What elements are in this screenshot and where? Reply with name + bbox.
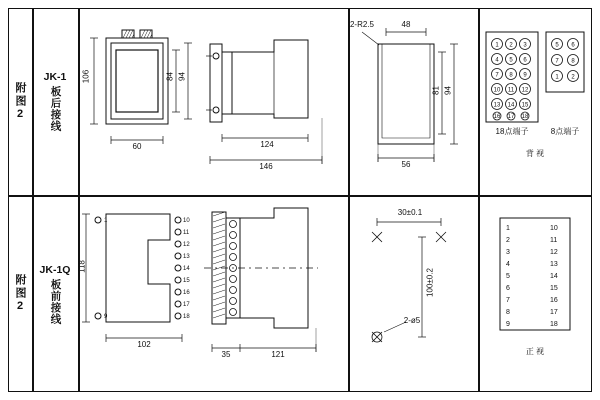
svg-text:10: 10 bbox=[183, 218, 190, 224]
svg-text:1: 1 bbox=[495, 42, 499, 49]
row2-model-cell bbox=[32, 196, 78, 392]
row1-dim-84: 84 bbox=[165, 72, 175, 81]
svg-text:11: 11 bbox=[507, 87, 515, 94]
svg-text:6: 6 bbox=[523, 57, 527, 64]
svg-text:3: 3 bbox=[523, 42, 527, 49]
row2-dim-121: 121 bbox=[271, 350, 285, 359]
svg-text:4: 4 bbox=[506, 261, 510, 268]
svg-text:1: 1 bbox=[104, 218, 108, 224]
svg-text:12: 12 bbox=[550, 249, 558, 256]
row1-cutout-drawing bbox=[348, 8, 478, 195]
svg-text:18: 18 bbox=[183, 314, 190, 320]
row2-dim-100: 100±0.2 bbox=[425, 268, 435, 297]
row1-wiring-label: 板后接线 bbox=[49, 86, 62, 132]
row2-dim-30: 30±0.1 bbox=[397, 208, 423, 217]
svg-text:1: 1 bbox=[506, 225, 510, 232]
svg-text:14: 14 bbox=[507, 102, 515, 109]
row1-dim-94b: 94 bbox=[443, 86, 453, 95]
row1-dim-56: 56 bbox=[401, 160, 411, 169]
svg-text:17: 17 bbox=[550, 309, 558, 316]
svg-text:16: 16 bbox=[493, 114, 501, 120]
row1-left-block-label: 18点端子 bbox=[495, 127, 529, 136]
svg-text:7: 7 bbox=[506, 297, 510, 304]
svg-text:15: 15 bbox=[550, 285, 558, 292]
svg-text:18: 18 bbox=[550, 321, 558, 328]
svg-text:15: 15 bbox=[183, 278, 190, 284]
svg-text:10: 10 bbox=[550, 225, 558, 232]
svg-text:2: 2 bbox=[509, 42, 513, 49]
svg-text:12: 12 bbox=[521, 87, 529, 94]
row1-dim-94: 94 bbox=[177, 72, 187, 81]
svg-text:10: 10 bbox=[493, 87, 501, 94]
svg-text:4: 4 bbox=[495, 57, 499, 64]
row2-view-label: 正 视 bbox=[525, 347, 545, 356]
row2-outline-drawing bbox=[78, 196, 348, 392]
svg-text:7: 7 bbox=[555, 58, 559, 65]
row2-figure-label-cell bbox=[8, 196, 32, 392]
row1-figure-label-cell bbox=[8, 8, 32, 195]
row1-dim-146: 146 bbox=[259, 162, 273, 171]
svg-text:5: 5 bbox=[506, 273, 510, 280]
row2-mounting-drawing bbox=[348, 196, 478, 392]
row2-wiring-label: 板前接线 bbox=[49, 278, 62, 325]
row1-dim-48: 48 bbox=[401, 20, 411, 29]
svg-text:16: 16 bbox=[550, 297, 558, 304]
svg-text:13: 13 bbox=[550, 261, 558, 268]
svg-text:8: 8 bbox=[506, 309, 510, 316]
row1-dim-81: 81 bbox=[431, 86, 441, 95]
svg-text:5: 5 bbox=[555, 42, 559, 49]
svg-text:8: 8 bbox=[571, 58, 575, 65]
svg-text:6: 6 bbox=[506, 285, 510, 292]
row1-terminal-layout bbox=[478, 8, 592, 195]
row1-figure-label: 附图2 bbox=[14, 81, 26, 122]
row2-dim-2x5: 2-ø5 bbox=[403, 316, 421, 325]
row1-dim-106: 106 bbox=[81, 69, 91, 84]
svg-text:9: 9 bbox=[104, 314, 108, 320]
row1-dim-60: 60 bbox=[132, 142, 142, 151]
svg-text:16: 16 bbox=[183, 290, 190, 296]
row2-terminal-layout bbox=[478, 196, 592, 392]
row1-dim-r25: 2-R2.5 bbox=[349, 20, 374, 29]
svg-text:12: 12 bbox=[183, 242, 190, 248]
svg-text:17: 17 bbox=[507, 114, 515, 120]
svg-text:15: 15 bbox=[521, 102, 529, 109]
svg-text:13: 13 bbox=[183, 254, 190, 260]
svg-text:9: 9 bbox=[523, 72, 527, 79]
svg-text:1: 1 bbox=[555, 74, 559, 81]
row1-outline-drawing bbox=[78, 8, 348, 195]
svg-text:11: 11 bbox=[550, 237, 558, 244]
row1-right-block-label: 8点端子 bbox=[550, 127, 580, 136]
row1-dim-124: 124 bbox=[260, 140, 274, 149]
svg-text:2: 2 bbox=[506, 237, 510, 244]
row2-dim-118: 118 bbox=[77, 260, 87, 273]
svg-text:5: 5 bbox=[509, 57, 513, 64]
row1-model-name: JK-1 bbox=[43, 71, 67, 83]
svg-text:11: 11 bbox=[183, 230, 190, 236]
svg-text:9: 9 bbox=[506, 321, 510, 328]
row2-model-name: JK-1Q bbox=[39, 263, 71, 276]
svg-text:13: 13 bbox=[493, 102, 501, 109]
row1-view-label: 背 视 bbox=[525, 149, 545, 158]
svg-text:3: 3 bbox=[506, 249, 510, 256]
svg-text:7: 7 bbox=[495, 72, 499, 79]
row2-dim-102: 102 bbox=[137, 340, 151, 349]
row2-dim-35: 35 bbox=[221, 350, 231, 359]
svg-text:18: 18 bbox=[521, 114, 529, 120]
svg-text:14: 14 bbox=[183, 266, 190, 272]
svg-text:17: 17 bbox=[183, 302, 190, 308]
svg-text:8: 8 bbox=[509, 72, 513, 79]
svg-text:2: 2 bbox=[571, 74, 575, 81]
row2-figure-label: 附图2 bbox=[14, 274, 26, 314]
svg-text:6: 6 bbox=[571, 42, 575, 49]
svg-text:14: 14 bbox=[550, 273, 558, 280]
row1-model-cell bbox=[32, 8, 78, 195]
